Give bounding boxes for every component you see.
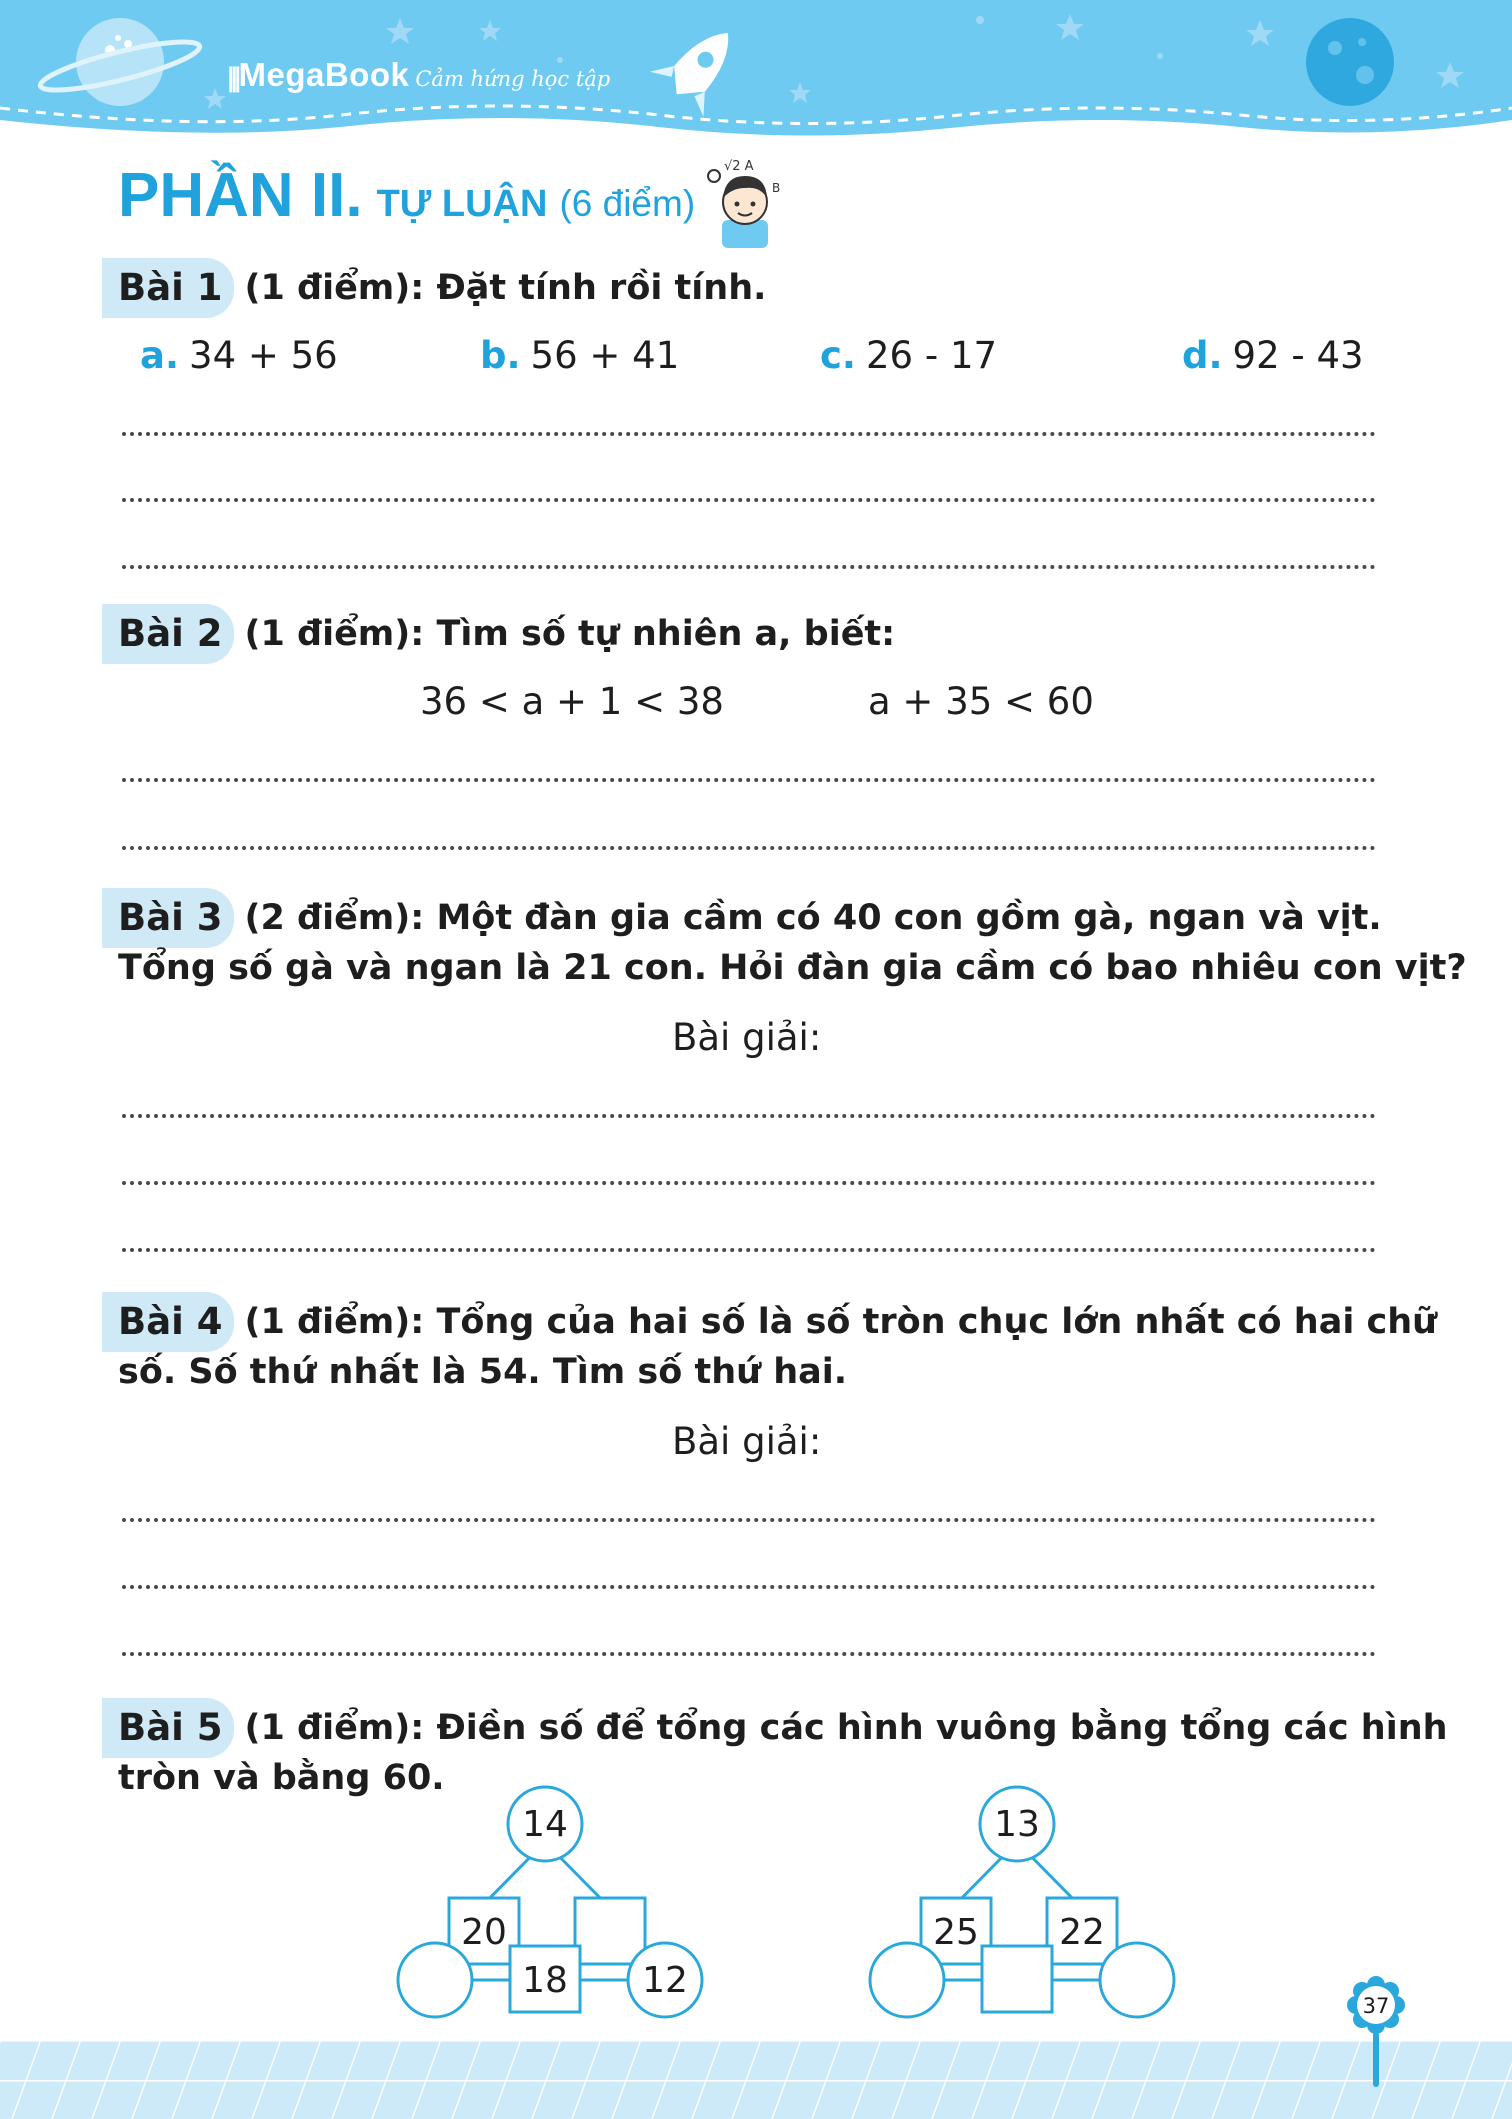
exercise-5-diagram-2	[852, 1780, 1192, 2020]
top-circle[interactable]	[508, 1787, 582, 1861]
right-circle-value: 12	[642, 1960, 688, 2001]
exercise-1-heading	[102, 258, 766, 318]
answer-line[interactable]	[122, 1518, 1376, 1522]
right-circle[interactable]	[1100, 1943, 1174, 2017]
right-square[interactable]	[575, 1898, 645, 1964]
exercise-1-badge: Bài 1	[102, 258, 234, 318]
answer-line[interactable]	[122, 432, 1376, 436]
answer-line[interactable]	[122, 565, 1376, 569]
exercise-4-text-line-2: số. Số thứ nhất là 54. Tìm số thứ hai.	[118, 1352, 848, 1392]
bottom-square-value: 18	[522, 1960, 568, 2001]
page-number-stem	[1373, 2032, 1379, 2087]
bottom-square[interactable]	[982, 1946, 1052, 2012]
answer-line[interactable]	[122, 1248, 1376, 1252]
exercise-2-expression-1: 36 < a + 1 < 38	[420, 680, 724, 723]
exercise-1-option-b	[480, 334, 679, 377]
top-circle-value: 13	[994, 1804, 1040, 1845]
right-circle[interactable]	[628, 1943, 702, 2017]
header-banner	[0, 0, 1512, 150]
top-circle[interactable]	[980, 1787, 1054, 1861]
exercise-3-badge: Bài 3	[102, 888, 234, 948]
bottom-square[interactable]	[510, 1946, 580, 2012]
section-points: (6 điểm)	[559, 183, 696, 224]
option-label: c.	[820, 334, 856, 377]
exercise-5-badge: Bài 5	[102, 1698, 234, 1758]
exercise-4-text: (1 điểm): Tổng của hai số là số tròn chục lớn nhất có hai chữ	[244, 1302, 1438, 1342]
exercise-4-badge: Bài 4	[102, 1292, 234, 1352]
exercise-4-heading	[102, 1292, 1437, 1352]
answer-line[interactable]	[122, 846, 1376, 850]
brand-slogan: Cảm hứng học tập	[415, 67, 611, 91]
moon-icon	[1306, 18, 1394, 106]
brand	[226, 56, 610, 94]
exercise-2-text: (1 điểm): Tìm số tự nhiên a, biết:	[244, 614, 896, 654]
exercise-5-diagram-1	[380, 1780, 720, 2020]
exercise-1-option-c	[820, 334, 997, 377]
exercise-1-text: (1 điểm): Đặt tính rồi tính.	[244, 268, 767, 308]
option-expression: 92 - 43	[1232, 334, 1364, 377]
exercise-3-heading	[102, 888, 1382, 948]
exercise-2-badge: Bài 2	[102, 604, 234, 664]
answer-line[interactable]	[122, 1652, 1376, 1656]
exercise-2-expression-2: a + 35 < 60	[868, 680, 1094, 723]
student-mascot-icon	[700, 150, 790, 250]
option-expression: 26 - 17	[866, 334, 998, 377]
right-square-value: 22	[1059, 1912, 1105, 1953]
page-number-badge	[1346, 1975, 1406, 2035]
exercise-4-solution-label: Bài giải:	[672, 1420, 822, 1463]
section-name: TỰ LUẬN	[376, 183, 548, 225]
brand-name: MegaBook	[238, 56, 410, 93]
left-circle[interactable]	[398, 1943, 472, 2017]
answer-line[interactable]	[122, 1114, 1376, 1118]
left-circle[interactable]	[870, 1943, 944, 2017]
option-label: a.	[140, 334, 180, 377]
brand-bars-icon: |||	[226, 63, 237, 93]
option-label: d.	[1182, 334, 1223, 377]
svg-text:√2 A: √2 A	[724, 159, 754, 174]
page-number: 37	[1362, 1994, 1390, 2018]
exercise-3-solution-label: Bài giải:	[672, 1016, 822, 1059]
answer-line[interactable]	[122, 1585, 1376, 1589]
option-label: b.	[480, 334, 521, 377]
exercise-1-option-a	[140, 334, 338, 377]
left-square-value: 20	[461, 1912, 507, 1953]
left-square-value: 25	[933, 1912, 979, 1953]
exercise-3-text-line-2: Tổng số gà và ngan là 21 con. Hỏi đàn gia cầm có bao nhiêu con vịt?	[118, 948, 1467, 988]
answer-line[interactable]	[122, 498, 1376, 502]
section-part: PHẦN II.	[118, 161, 363, 230]
right-square[interactable]	[1047, 1898, 1117, 1964]
exercise-5-heading	[102, 1698, 1448, 1758]
exercise-1-option-d	[1182, 334, 1364, 377]
exercise-2-heading	[102, 604, 895, 664]
exercise-3-text: (2 điểm): Một đàn gia cầm có 40 con gồm gà, ngan và vịt.	[244, 898, 1382, 938]
exercise-5-text-line-2: tròn và bằng 60.	[118, 1758, 445, 1798]
option-expression: 56 + 41	[530, 334, 680, 377]
top-circle-value: 14	[522, 1804, 568, 1845]
exercise-5-text: (1 điểm): Điền số để tổng các hình vuông bằng tổng các hình	[244, 1708, 1448, 1748]
footer-grid-band	[0, 2040, 1512, 2119]
answer-line[interactable]	[122, 778, 1376, 782]
answer-line[interactable]	[122, 1181, 1376, 1185]
section-title	[118, 160, 695, 231]
svg-text:B: B	[772, 181, 781, 195]
option-expression: 34 + 56	[189, 334, 338, 377]
